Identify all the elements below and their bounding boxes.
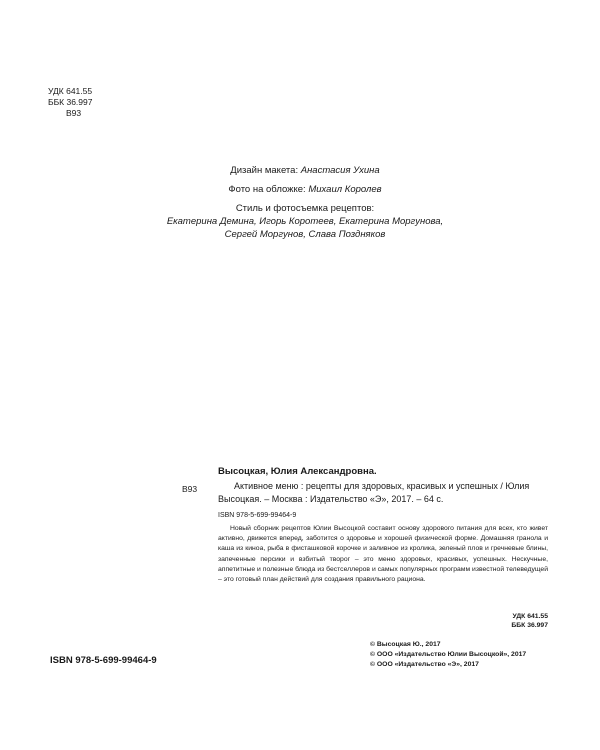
isbn-main: ISBN 978-5-699-99464-9 (50, 655, 157, 666)
catalog-classification (480, 612, 548, 630)
style-credit-names-1 (160, 215, 450, 228)
catalog-isbn: ISBN 978-5-699-99464-9 (218, 512, 297, 519)
style-credit-names-2 (160, 228, 450, 241)
copyright-line: © ООО «Издательство Юлии Высоцкой», 2017 (370, 651, 527, 658)
style-names-line-2: Сергей Моргунов, Слава Поздняков (224, 229, 386, 240)
layout-credit (160, 164, 450, 177)
style-names-line-1: Екатерина Демина, Игорь Коротеев, Екатерина Моргунова, (166, 216, 444, 227)
catalog-author: Высоцкая, Юлия Александровна. (218, 466, 377, 477)
catalog-title-line-2: Высоцкая. – Москва : Издательство «Э», 2017. – 64 с. (218, 494, 444, 504)
catalog-title-line-1: Активное меню : рецепты для здоровых, красивых и успешных / Юлия (234, 481, 530, 491)
author-mark: В93 (66, 108, 82, 118)
layout-credit-name: Анастасия Ухина (300, 165, 380, 176)
header-classification (48, 86, 92, 119)
cover-credit-name: Михаил Королев (308, 184, 382, 195)
copyright-line: © Высоцкая Ю., 2017 (370, 641, 441, 648)
cover-credit-label: Фото на обложке: (228, 184, 309, 195)
style-credit-label: Стиль и фотосъемка рецептов: (235, 203, 375, 214)
cover-credit (160, 183, 450, 196)
copyright-line: © ООО «Издательство «Э», 2017 (370, 661, 479, 668)
catalog-author-mark: В93 (182, 484, 198, 494)
udk-code: УДК 641.55 (48, 86, 93, 96)
credits-block (160, 164, 450, 241)
layout-credit-label: Дизайн макета: (230, 165, 301, 176)
catalog-title (218, 480, 538, 506)
bbk-code: ББК 36.997 (48, 97, 93, 107)
catalog-bbk: ББК 36.997 (511, 622, 548, 629)
catalog-annotation: Новый сборник рецептов Юлии Высоцкой составит основу здорового питания для всех, кто живет активно, движется вперед, заботится о здоровье и хорошей физической форме. Домашняя гранола и каша из киноа, рыба в фисташковой корочке и заливное из кролика, зеленый плов и гречневые блины, запеченные персики и взбитый творог – это меню здоровых, красивых, успешных. Нескучные, аппетитные и полезные блюда из бестселлеров и самых популярных программ известной телеведущей – это готовый план действий для создания правильного рациона. (218, 525, 548, 584)
copyright-block (370, 640, 526, 670)
catalog-udk: УДК 641.55 (512, 613, 548, 620)
